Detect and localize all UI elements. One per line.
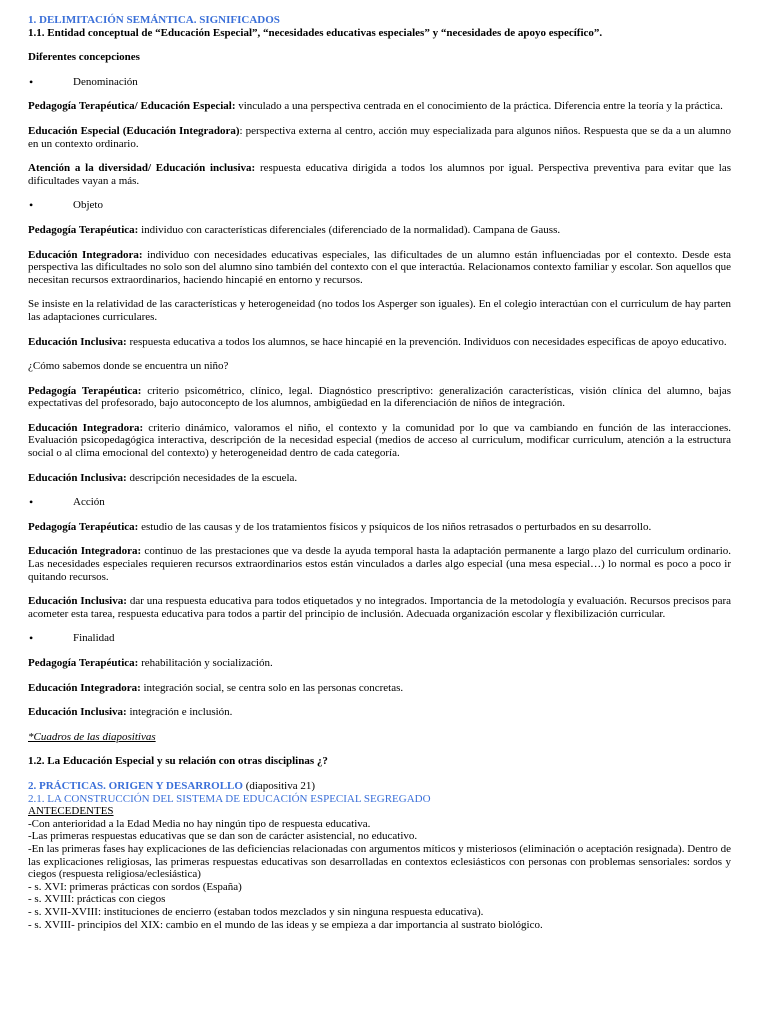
list-item: - s. XVIII- principios del XIX: cambio en el mundo de las ideas y se empieza a dar importancia al sustrato biológico. — [28, 918, 543, 931]
list-item: -Con anterioridad a la Edad Media no hay ningún tipo de respuesta educativa. — [28, 817, 371, 830]
paragraph — [28, 706, 731, 719]
bullet-objeto: • Objeto — [28, 199, 731, 212]
list-item: -Las primeras respuestas educativas que se dan son de carácter asistencial, no educativo. — [28, 830, 418, 843]
concepciones-heading: Diferentes concepciones — [28, 51, 140, 64]
paragraph — [28, 249, 731, 287]
paragraph — [28, 657, 731, 670]
paragraph — [28, 682, 731, 695]
term: Educación Inclusiva: — [28, 706, 127, 719]
term: Educación Inclusiva: — [28, 471, 127, 484]
term: Pedagogía Terapéutica/ Educación Especial: — [28, 100, 236, 113]
text: descripción necesidades de la escuela. — [126, 471, 298, 484]
text: individuo con necesidades educativas especiales, las dificultades de un alumno están influenciadas por el contexto. Desde esta perspectiva las dificultades no solo son del alumno sino también del contexto con el que interactúa. Relacionamos contexto familiar y escolar. Son aquellos que necesitan recursos extraordinarios, haciendo hincapié en entorno y recursos. — [28, 248, 732, 286]
paragraph: Se insiste en la relatividad de las características y heterogeneidad (no todos los Asperger son iguales). En el colegio interactúan con el curriculum de hay parten las adaptaciones curriculares. — [28, 298, 731, 323]
term: Educación Integradora: — [28, 681, 141, 694]
section2-title: 2. PRÁCTICAS. ORIGEN Y DESARROLLO — [28, 779, 243, 792]
text: vinculado a una perspectiva centrada en el conocimiento de la práctica. Diferencia entre la teoría y la práctica. — [235, 100, 723, 113]
text: respuesta educativa a todos los alumnos, se hace hincapié en la prevención. Individuos con necesidades especificas de apoyo educativo. — [126, 335, 727, 348]
term: Educación Inclusiva: — [28, 595, 127, 608]
text: : perspectiva externa al centro, acción muy especializada para algunos niños. Respuesta que se da a un alumno en un contexto ordinario. — [28, 124, 731, 150]
term: Pedagogía Terapéutica: — [28, 223, 139, 236]
section1-title: 1. DELIMITACIÓN SEMÁNTICA. SIGNIFICADOS — [28, 14, 280, 26]
section12-subtitle: 1.2. La Educación Especial y su relación con otras disciplinas ¿? — [28, 755, 328, 768]
paragraph — [28, 224, 731, 237]
text: dar una respuesta educativa para todos etiquetados y no integrados. Importancia de la metodología y evaluación. Recursos precisos para acometer esta tarea, respuesta educativa para todos a partir del principio de inclusión. Adecuada organización escolar y flexibilización curricular. — [28, 595, 731, 620]
list-item: -En las primeras fases hay explicaciones de las deficiencias relacionadas con argumentos míticos y misteriosos (eliminación o aceptación resignada). Dentro de las explicaciones religiosas, las primeras respuestas educativas son desarrolladas en contextos eclesiásticos con personas con problemas sensoriales: sordos y ciegos (respuesta religiosa/eclesiástica) — [28, 842, 731, 881]
paragraph — [28, 125, 731, 150]
paragraph — [28, 100, 731, 113]
list-item: - s. XVII-XVIII: instituciones de encierro (estaban todos mezclados y sin ninguna respuesta educativa). — [28, 905, 484, 918]
term: Pedagogía Terapéutica: — [28, 384, 142, 397]
list-item: - s. XVIII: prácticas con ciegos — [28, 893, 166, 906]
term: Pedagogía Terapéutica: — [28, 657, 139, 669]
paragraph — [28, 521, 731, 534]
bullet-accion: • Acción — [28, 496, 731, 509]
term: Educación Integradora: — [28, 248, 143, 261]
section1-subtitle: 1.1. Entidad conceptual de “Educación Especial”, “necesidades educativas especiales” y “necesidades de apoyo específico”. — [28, 26, 603, 39]
text: estudio de las causas y de los tratamientos físicos y psíquicos de los niños retrasados o perturbados en su desarrollo. — [138, 520, 652, 533]
paragraph — [28, 545, 731, 583]
term: Educación Integradora: — [28, 545, 142, 558]
bullet-finalidad: • Finalidad — [28, 632, 731, 645]
text: criterio psicométrico, clínico, legal. Diagnóstico prescriptivo: generalización características, visión clínica del alumno, bajas expectativas del profesorado, bajo autoconcepto de los alumnos, ambigüedad en la diferenciación de niños de integración. — [28, 384, 731, 410]
section2-subtitle: 2.1. LA CONSTRUCCIÓN DEL SISTEMA DE EDUCACIÓN ESPECIAL SEGREGADO — [28, 792, 431, 805]
text: individuo con características diferenciales (diferenciado de la normalidad). Campana de Gauss. — [138, 223, 561, 236]
text: criterio dinámico, valoramos el niño, el contexto y la comunidad por lo que va cambiando en función de las interacciones. Evaluación psicopedagógica interactiva, descripción de la necesidad especial (medios de acceso al curriculum, modificar curriculum, atención a la estructura social o al clima emocional del contexto) y heterogeneidad dentro de cada categoría. — [28, 421, 731, 460]
text: continuo de las prestaciones que va desde la ayuda temporal hasta la adaptación permanente a largo plazo del curriculum ordinario. Las necesidades especiales requieren recursos extraordinarios estos están vinculados a darles algo especial (una mesa especial…) lo normal es poco a poco ir quitando recursos. — [28, 545, 731, 583]
term: Educación Integradora: — [28, 421, 144, 434]
section2-heading — [28, 780, 731, 793]
slides-note: *Cuadros de las diapositivas — [28, 730, 156, 743]
text: rehabilitación y socialización. — [138, 657, 273, 669]
term: Educación Especial (Educación Integradora) — [28, 124, 240, 137]
paragraph — [28, 385, 731, 410]
term: Pedagogía Terapéutica: — [28, 520, 139, 533]
question: ¿Cómo sabemos donde se encuentra un niño? — [28, 360, 229, 373]
paragraph — [28, 162, 731, 187]
list-item: - s. XVI: primeras prácticas con sordos (España) — [28, 880, 242, 893]
document-page — [28, 14, 731, 931]
term: Atención a la diversidad/ Educación inclusiva: — [28, 162, 256, 175]
section2-title-suffix: (diapositiva 21) — [242, 779, 316, 792]
antecedentes-heading: ANTECEDENTES — [28, 805, 114, 818]
text: integración e inclusión. — [126, 706, 233, 719]
text: integración social, se centra solo en las personas concretas. — [140, 681, 404, 694]
paragraph — [28, 336, 731, 349]
paragraph — [28, 422, 731, 460]
text: respuesta educativa dirigida a todos los alumnos por igual. Perspectiva preventiva para evitar que las dificultades vayan a más. — [28, 162, 731, 187]
term: Educación Inclusiva: — [28, 335, 127, 348]
bullet-denominacion: • Denominación — [28, 76, 731, 89]
paragraph — [28, 595, 731, 620]
paragraph — [28, 472, 731, 485]
